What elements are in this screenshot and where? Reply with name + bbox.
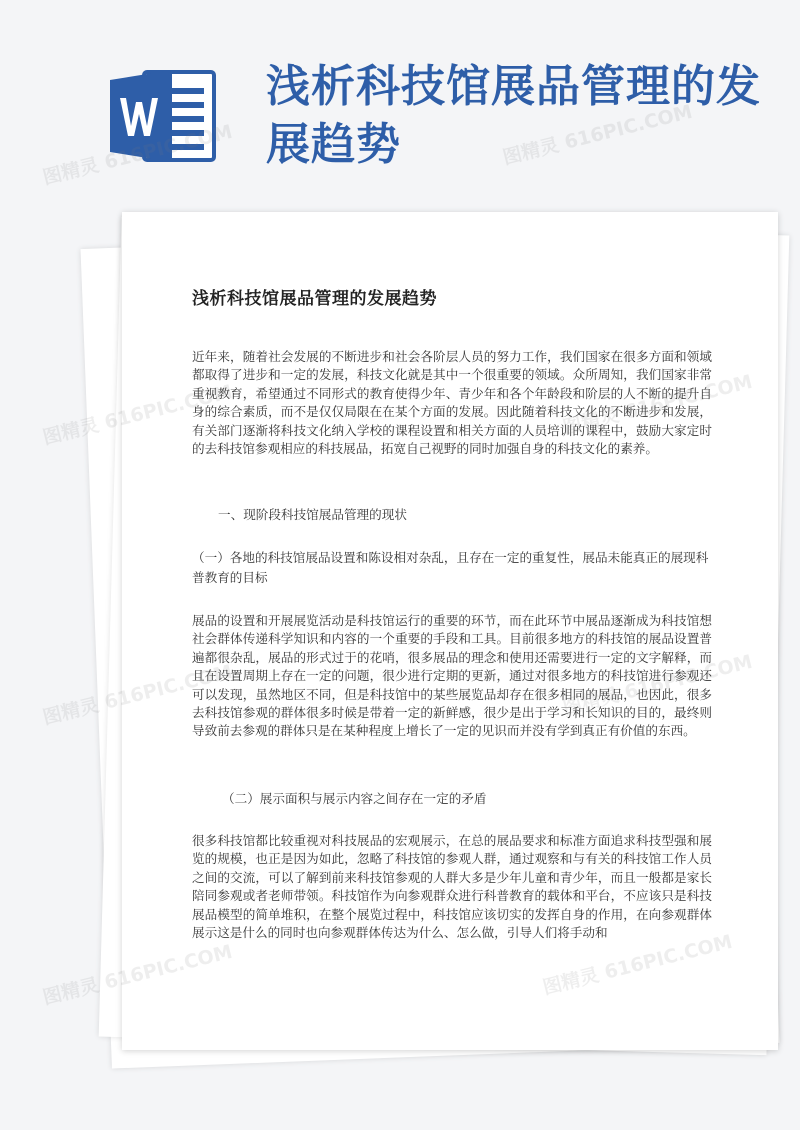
watermark: 图精灵 616PIC.COM	[500, 100, 695, 170]
watermark: 图精灵	[40, 694, 102, 730]
header-title: 浅析科技馆展品管理的发展趋势	[266, 61, 761, 170]
watermark: 图精灵	[40, 154, 102, 190]
watermark: 图精灵	[40, 414, 102, 450]
paragraph-exhibits: 展品的设置和开展展览活动是科技馆运行的重要的环节，而在此环节中展品逐渐成为科技馆想社会群体传递科学知识和内容的一个重要的手段和工具。目前很多地方的科技馆的展品设置普遍都很杂乱，展品的形式过于的花哨，很多展品的理念和使用还需要进行一定的文字解释，而且在设置周期上存在一定的问题，很少进行定期的更新，通过对很多地方的科技馆进行参观还可以发现，虽然地区不同，但是科技馆中的某些展览品却存在很多相同的展品，也因此，很多去科技馆参观的群体很多时候是带着一定的新鲜感，很少是出于学习和长知识的目的，最终则导致前去参观的群体只是在某种程度上增长了一定的见识而并没有学到真正有价值的东西。	[192, 613, 712, 739]
section-heading-1: 一、现阶段科技馆展品管理的现状	[218, 507, 407, 522]
paragraph-display-area: 很多科技馆都比较重视对科技展品的宏观展示，在总的展品要求和标准方面追求科技型强和展览的规模，也正是因为如此，忽略了科技馆的参观人群，通过观察和与有关的科技馆工作人员之间的交流，可以了解到前来科技馆参观的人群大多是少年儿童和青少年，而且一般都是家长陪同参观或者老师带领。科技馆作为向参观群众进行科普教育的载体和平台，不应该只是科技展品模型的简单堆积，在整个展览过程中，科技馆应该切实的发挥自身的作用，在向参观群体展示这是什么的同时也向参观群体传达为什么、怎么做，引导人们将手动和	[192, 833, 712, 941]
watermark: 图精灵	[40, 974, 102, 1010]
header	[0, 0, 800, 215]
document-title: 浅析科技馆展品管理的发展趋势	[192, 289, 437, 309]
word-document-icon	[108, 66, 218, 166]
subsection-heading-2: （二）展示面积与展示内容之间存在一定的矛盾	[222, 791, 487, 806]
document-page	[122, 212, 778, 1050]
subsection-heading-1: （一）各地的科技馆展品设置和陈设相对杂乱，且存在一定的重复性，展品未能真正的展现科普教育的目标	[192, 550, 709, 585]
paragraph-intro: 近年来，随着社会发展的不断进步和社会各阶层人员的努力工作，我们国家在很多方面和领域都取得了进步和一定的发展，科技文化就是其中一个很重要的领域。众所周知，我们国家非常重视教育，希望通过不同形式的教育使得少年、青少年和各个年龄段和阶层的人不断的提升自身的综合素质，而不是仅仅局限在在某个方面的发展。因此随着科技文化的不断进步和发展，有关部门逐渐将科技文化纳入学校的课程设置和相关方面的人员培训的课程中，鼓励大家定时的去科技馆参观相应的科技展品，拓宽自己视野的同时加强自身的科技文化的素养。	[192, 349, 712, 457]
